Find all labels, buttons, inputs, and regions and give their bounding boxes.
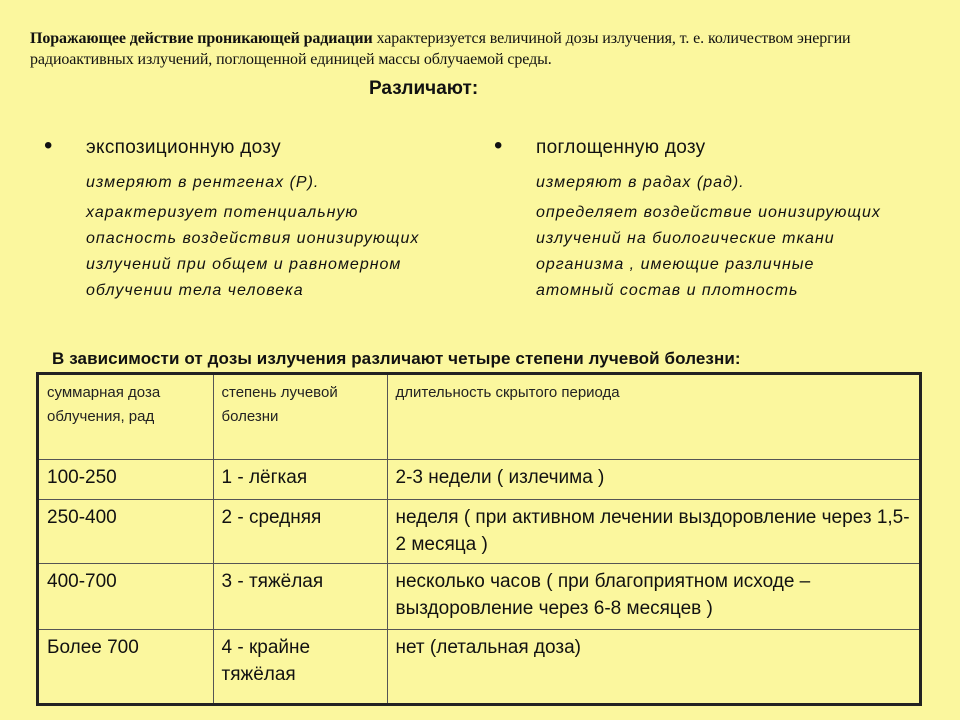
degree-cell: 3 - тяжёлая — [213, 563, 387, 629]
latent-period-cell: нет (летальная доза) — [387, 629, 919, 703]
exposure-dose-unit: измеряют в рентгенах (Р). — [86, 174, 320, 191]
exposure-dose-description: характеризует потенциальную опасность воздействия ионизирующих излучений при общем и равномерном облучении тела человека — [86, 204, 420, 299]
header-total-dose: суммарная доза облучения, рад — [39, 375, 213, 459]
exposure-dose-column — [44, 132, 464, 304]
table-row — [39, 563, 919, 629]
table-row — [39, 629, 919, 703]
bullet-icon: • — [494, 132, 503, 159]
dose-cell: Более 700 — [39, 629, 213, 703]
distinguish-heading: Различают: — [369, 78, 479, 99]
latent-period-cell: 2-3 недели ( излечима ) — [387, 459, 919, 499]
header-latent-period: длительность скрытого периода — [387, 375, 919, 459]
exposure-dose-title: экспозиционную дозу — [86, 137, 281, 158]
absorbed-dose-unit: измеряют в радах (рад). — [536, 174, 745, 191]
absorbed-dose-item — [494, 132, 934, 162]
table-row — [39, 499, 919, 563]
degree-cell: 4 - крайне тяжёлая — [213, 629, 387, 703]
intro-bold-term: Поражающее действие проникающей радиации — [30, 30, 373, 47]
degree-cell: 1 - лёгкая — [213, 459, 387, 499]
latent-period-cell: неделя ( при активном лечении выздоровление через 1,5-2 месяца ) — [387, 499, 919, 563]
absorbed-dose-column — [494, 132, 934, 304]
intro-text: характеризуется величиной дозы излучения, т. е. количеством энергии радиоактивных излучений, поглощенной единицей массы облучаемой среды. — [30, 30, 851, 68]
absorbed-dose-description: определяет воздействие ионизирующих излучений на биологические ткани организма , имеющие различные атомный состав и плотность — [536, 204, 881, 299]
bullet-icon: • — [44, 132, 53, 159]
header-sickness-degree: степень лучевой болезни — [213, 375, 387, 459]
latent-period-cell: несколько часов ( при благоприятном исходе – выздоровление через 6-8 месяцев ) — [387, 563, 919, 629]
table-header-row — [39, 375, 919, 459]
table-heading: В зависимости от дозы излучения различают четыре степени лучевой болезни: — [52, 349, 741, 368]
absorbed-dose-title: поглощенную дозу — [536, 137, 706, 158]
intro-paragraph — [30, 28, 910, 70]
dose-cell: 100-250 — [39, 459, 213, 499]
degree-cell: 2 - средняя — [213, 499, 387, 563]
radiation-sickness-table — [36, 372, 922, 706]
dose-cell: 400-700 — [39, 563, 213, 629]
exposure-dose-item — [44, 132, 464, 162]
radiation-sickness-grid — [39, 375, 919, 703]
dose-cell: 250-400 — [39, 499, 213, 563]
table-row — [39, 459, 919, 499]
